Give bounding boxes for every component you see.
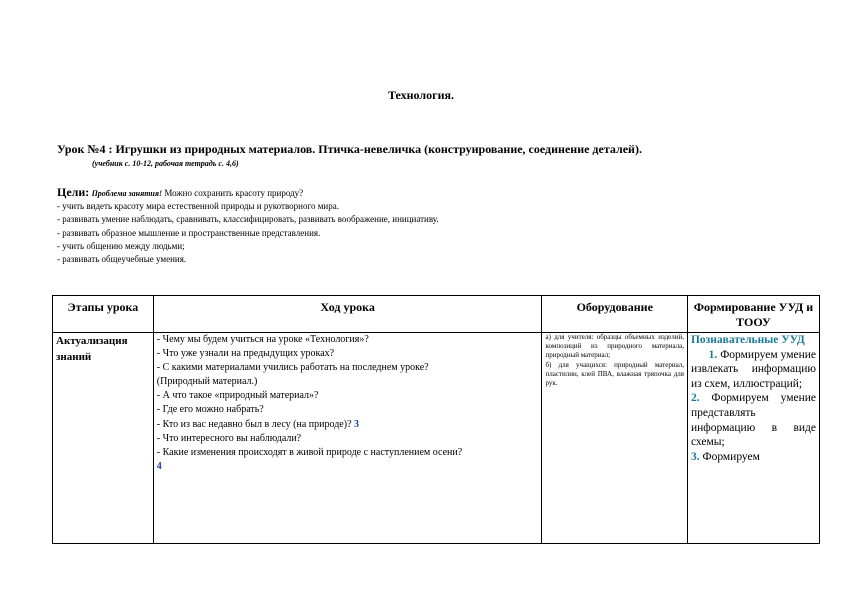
- equipment-cell: [542, 333, 688, 544]
- lesson-subtitle: (учебник с. 10-12, рабочая тетрадь с. 4,6): [92, 159, 239, 168]
- course-line: - Какие изменения происходят в живой природе с наступлением осени?: [156, 446, 463, 458]
- course-line-with-number: [157, 418, 539, 432]
- uud-cell: [687, 333, 819, 544]
- goals-intro: [57, 186, 797, 200]
- equipment-teacher: а) для учителя: образцы объемных изделий, композиций из природного материала, природный материал;: [545, 333, 684, 360]
- course-line: (Природный материал.): [156, 376, 258, 388]
- uud-item-3: 3. Формируем: [690, 450, 760, 463]
- slide-number-4: 4: [156, 460, 162, 472]
- slide-number-3: 3: [354, 418, 360, 430]
- goals-heading: Цели:: [57, 185, 90, 199]
- header-stage: Этапы урока: [53, 296, 154, 333]
- goal-item: - развивать умение наблюдать, сравнивать, классифицировать, развивать воображение, инициативу.: [57, 214, 439, 225]
- goals-section: [57, 186, 797, 266]
- problem-text: Можно сохранить красоту природу?: [162, 188, 304, 198]
- page-title: Технология.: [388, 88, 454, 102]
- course-line: - С какими материалами учились работать на последнем уроке?: [156, 362, 429, 374]
- course-cell: [153, 333, 542, 544]
- table-header-row: [53, 296, 820, 333]
- header-course: Ход урока: [153, 296, 542, 333]
- course-line: - Что интересного вы наблюдали?: [156, 432, 302, 444]
- course-line: - Что уже узнали на предыдущих уроках?: [156, 348, 335, 360]
- problem-label: Проблема занятия!: [91, 189, 163, 198]
- uud-item-1: 1. Формируем умение извлекать информацию из схем, иллюстраций;: [690, 348, 816, 390]
- table-row: [53, 333, 820, 544]
- goal-item: - учить видеть красоту мира естественной природы и рукотворного мира.: [57, 201, 339, 212]
- goal-item: - развивать общеучебные умения.: [57, 254, 187, 265]
- equipment-students: б) для учащихся: природный материал, пластилин, клей ПВА, влажная тряпочка для рук.: [545, 360, 684, 388]
- course-line: - Кто из вас недавно был в лесу (на природе)?: [156, 418, 352, 430]
- uud-heading: Познавательные УУД: [690, 334, 805, 346]
- goal-item: - развивать образное мышление и пространственные представления.: [57, 227, 321, 238]
- course-line: - Чему мы будем учиться на уроке «Технология»?: [156, 334, 369, 345]
- lesson-table: [52, 295, 820, 544]
- header-uud: Формирование УУД и ТООУ: [687, 296, 819, 333]
- course-line: - Где его можно набрать?: [156, 404, 264, 416]
- header-equipment: Оборудование: [542, 296, 688, 333]
- course-line: - А что такое «природный материал»?: [156, 390, 319, 402]
- goal-item: - учить общению между людьми;: [57, 240, 185, 251]
- lesson-title: Урок №4 : Игрушки из природных материалов. Птичка-невеличка (конструирование, соединение деталей).: [57, 142, 642, 156]
- uud-item-2: 2. Формируем умение представлять информацию в виде схемы;: [690, 392, 816, 449]
- stage-cell: Актуализация знаний: [53, 333, 154, 544]
